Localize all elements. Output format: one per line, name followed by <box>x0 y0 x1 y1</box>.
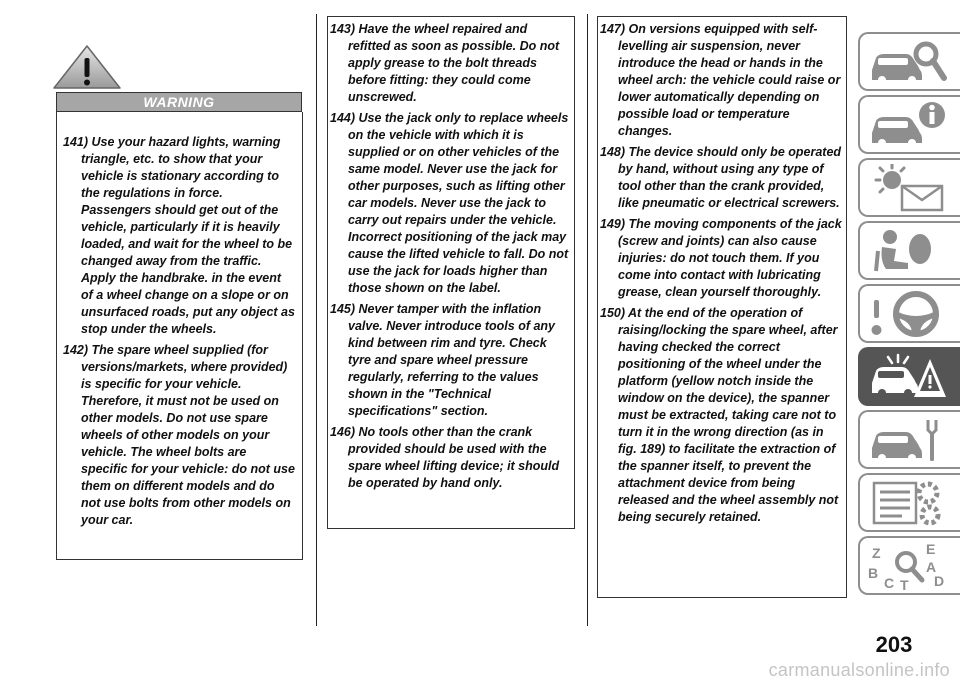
tab-safety[interactable] <box>858 221 960 280</box>
warning-box-continued <box>327 16 575 529</box>
column-divider <box>587 14 588 626</box>
tab-car-search[interactable] <box>858 32 960 91</box>
index-letter: E <box>926 542 936 557</box>
car-info-icon <box>868 101 948 149</box>
warning-item-145: 145) Never tamper with the inflation valve. Never introduce tools of any kind between rim and tyre. Check tyre and spare wheel pressure regularly, referring to the values shown in the "Technical specifications" section. <box>330 302 556 418</box>
index-letter: B <box>868 565 879 581</box>
tab-servicing-care[interactable] <box>858 410 960 469</box>
tab-in-an-emergency[interactable] <box>858 347 960 406</box>
index-letter: D <box>934 573 945 589</box>
index-icon <box>868 542 948 590</box>
watermark: carmanualsonline.info <box>768 660 950 680</box>
car-search-icon <box>868 38 948 86</box>
warning-box <box>56 112 303 560</box>
car-maintenance-icon <box>868 416 948 464</box>
warning-header: WARNING <box>56 92 302 112</box>
tab-starting-driving[interactable] <box>858 284 960 343</box>
warning-item-148: 148) The device should only be operated by hand, without using any type of tool other than the crank provided, like pneumatic or electrical screwers. <box>600 145 842 210</box>
tab-index[interactable] <box>858 536 960 595</box>
index-letter: Z <box>872 545 881 561</box>
warning-item-143: 143) Have the wheel repaired and refitted as soon as possible. Do not apply grease to the bolt threads before fitting: they could come unscrewed. <box>330 22 560 104</box>
column-divider <box>316 14 317 626</box>
page-number: 203 <box>875 632 913 657</box>
index-letter: A <box>926 559 937 575</box>
tab-car-info[interactable] <box>858 95 960 154</box>
warning-lights-icon <box>868 164 948 212</box>
warning-triangle-icon <box>52 44 122 90</box>
index-letter: T <box>900 577 909 590</box>
tab-technical-specifications[interactable] <box>858 473 960 532</box>
index-letter: C <box>884 575 895 590</box>
warning-item-146: 146) No tools other than the crank provided should be used with the spare wheel lifting device; it should be operated by hand only. <box>330 425 560 490</box>
warning-box-final <box>597 16 847 598</box>
tab-warning-lights[interactable] <box>858 158 960 217</box>
warning-item-144: 144) Use the jack only to replace wheels on the vehicle with which it is supplied or on other vehicles of the same model. Never use the jack for other purposes, such as lifting other car models. Never use the jack to carry out repairs under the vehicle. Incorrect positioning of the jack may cause the lifted vehicle to fall. Do not use the jack for loads higher than those shown on the label. <box>330 111 569 295</box>
warning-item-141: 141) Use your hazard lights, warning triangle, etc. to show that your vehicle is stationary according to the regulations in force. Passengers should get out of the vehicle, particularly if it is heavily loaded, and wait for the wheel to be changed away from the traffic. Apply the handbrake. in the event of a wheel change on a slope or on unsurfaced roads, put any object as stop under the wheels. <box>63 135 295 336</box>
warning-item-150: 150) At the end of the operation of raising/locking the spare wheel, after having checked the correct positioning of the wheel under the platform (yellow notch inside the window on the device), the spanner must be extracted, taking care not to turn it in the wrong direction (as in fig. 189) to facilitate the extraction of the spanner itself, to prevent the attachment device from being released and the wheel assembly not being securely retained. <box>600 306 839 524</box>
warning-item-149: 149) The moving components of the jack (screw and joints) can also cause injuries: do not touch them. If you come into contact with lubricating grease, clean yourself thoroughly. <box>600 217 842 299</box>
steering-wheel-icon <box>868 290 948 338</box>
warning-item-147: 147) On versions equipped with self-levelling air suspension, never introduce the head or hands in the wheel arch: the vehicle could raise or lower automatically depending on possible load or temperature changes. <box>600 22 841 138</box>
airbag-seat-icon <box>868 227 948 275</box>
technical-data-icon <box>868 479 948 527</box>
warning-item-142: 142) The spare wheel supplied (for versions/markets, where provided) is specific for your vehicle. Therefore, it must not be used on other models. Do not use spare wheels of other models on your vehicle. The wheel bolts are specific for your vehicle: do not use them on different models and do not use bolts from other models on your car. <box>63 343 295 527</box>
car-emergency-icon <box>868 353 948 401</box>
